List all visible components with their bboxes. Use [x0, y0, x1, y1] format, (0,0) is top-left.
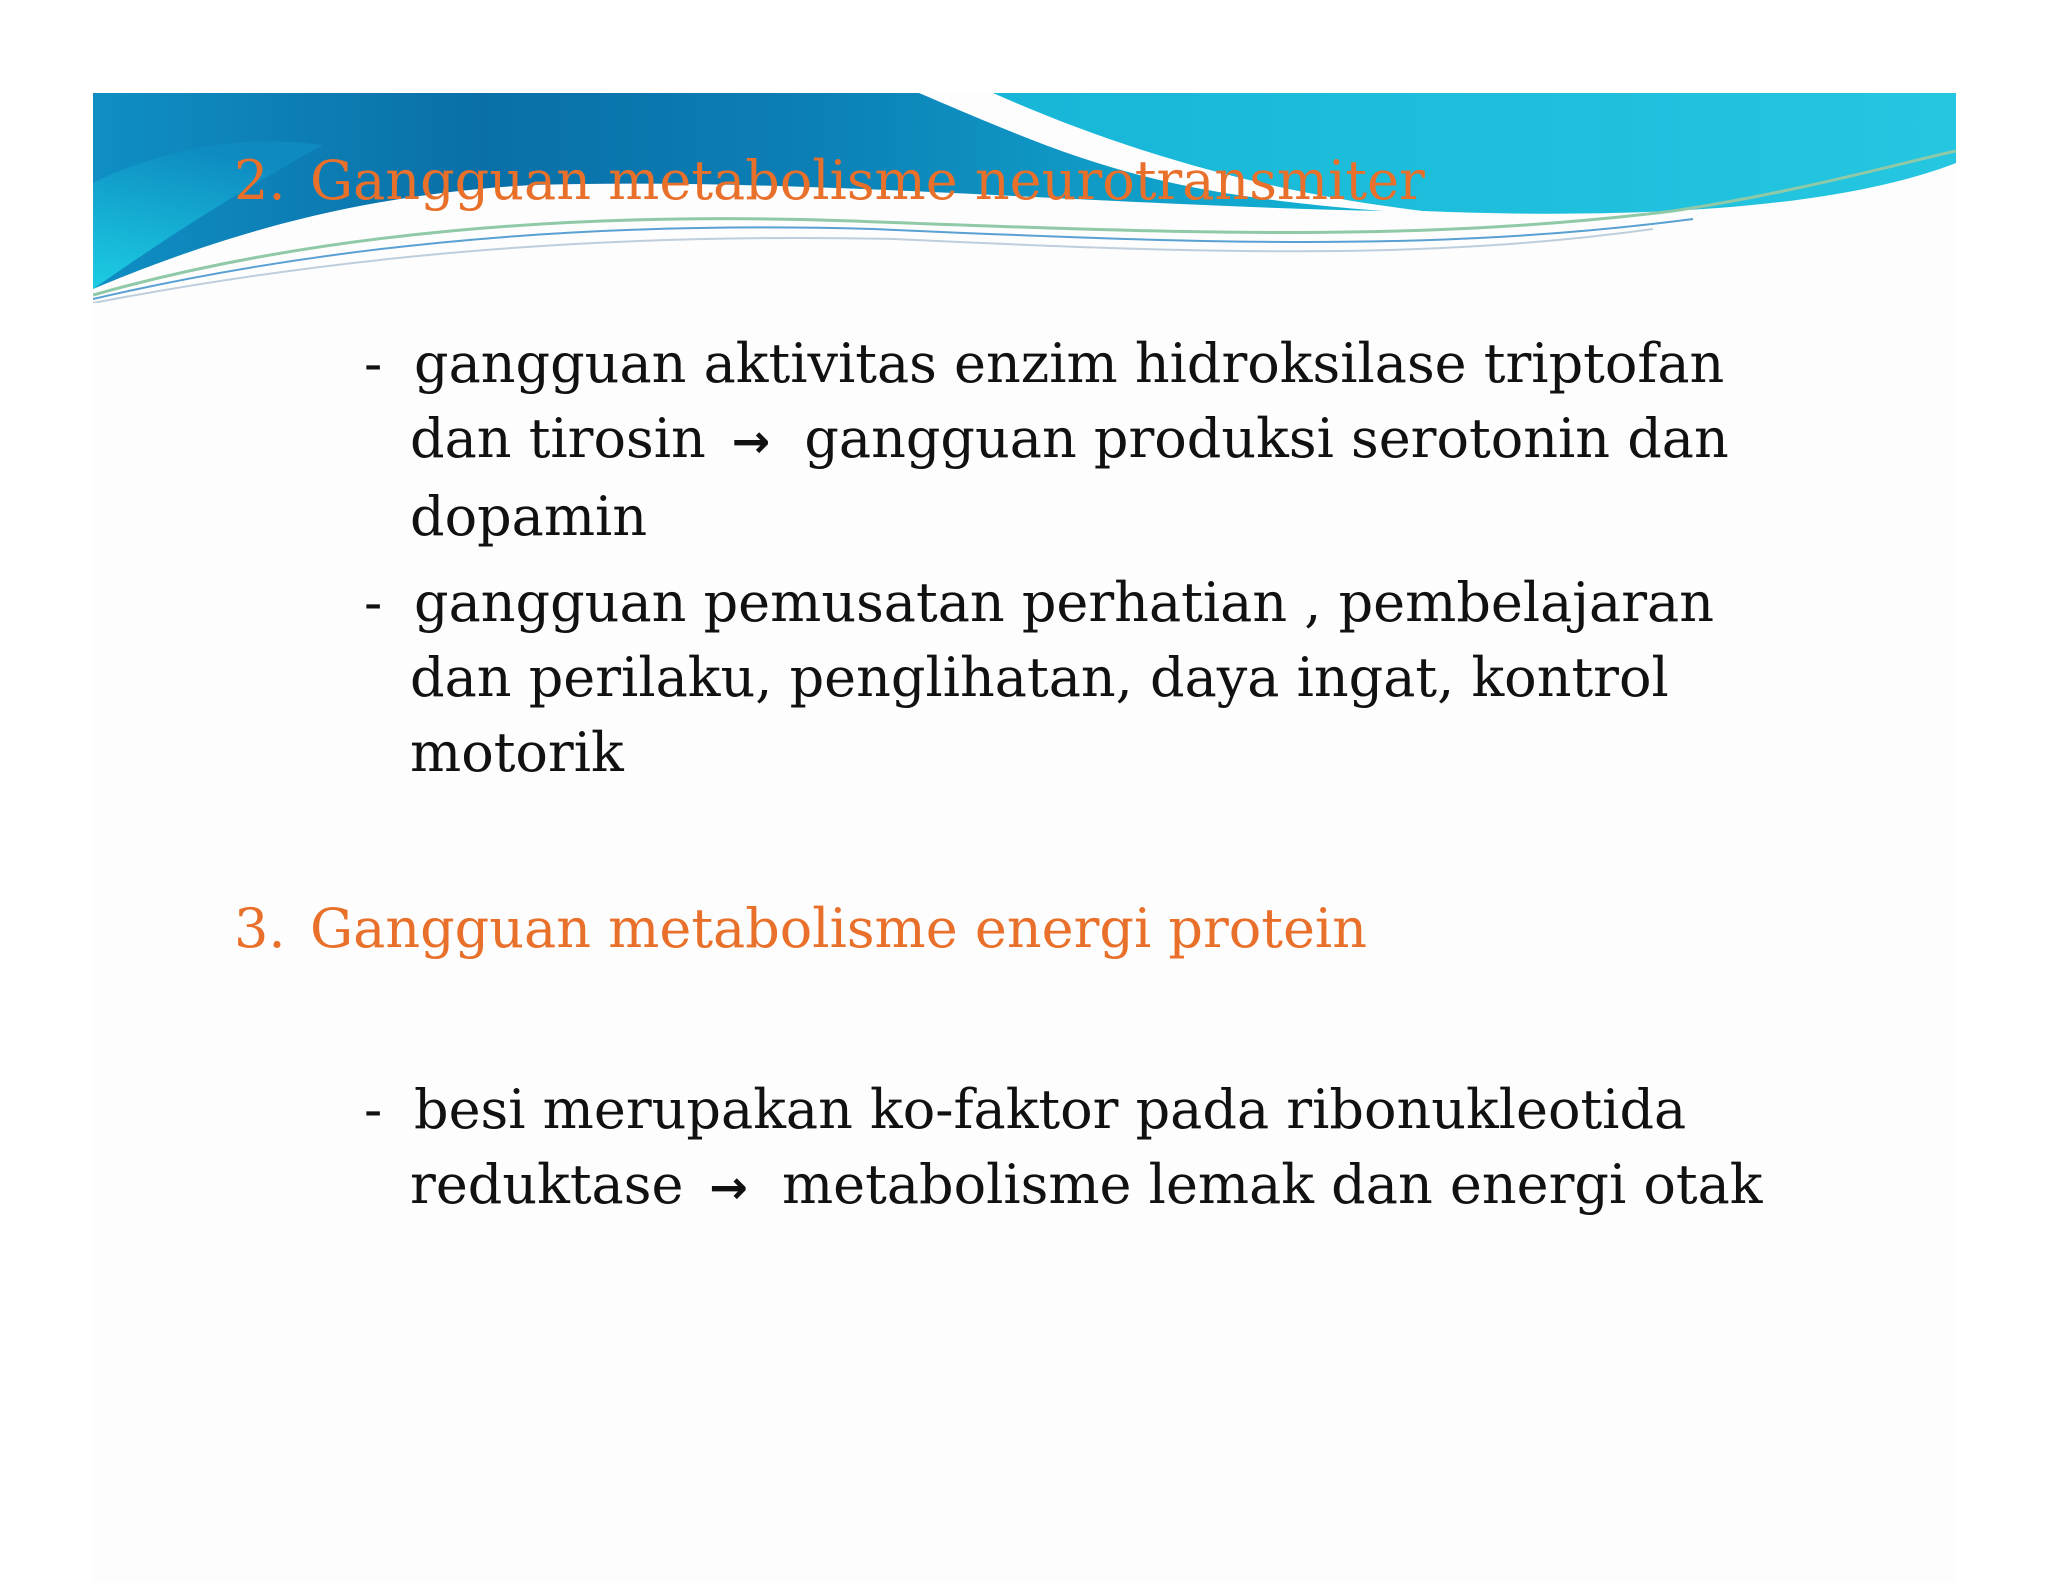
slide-background	[93, 93, 1956, 1582]
right-arrow-icon: →	[731, 414, 771, 468]
bullet-dash: -	[364, 332, 383, 395]
right-arrow-icon: →	[709, 1160, 748, 1214]
bullet-iron-cofactor	[364, 1072, 1763, 1225]
bullet-text: metabolisme lemak dan energi otak	[781, 1153, 1763, 1216]
bullet-line: gangguan aktivitas enzim hidroksilase triptofan	[414, 332, 1725, 395]
section-3-number: 3.	[234, 897, 286, 960]
bullet-line: gangguan pemusatan perhatian , pembelajaran	[414, 571, 1715, 634]
section-3-title: Gangguan metabolisme energi protein	[310, 897, 1367, 960]
section-2-number: 2.	[234, 149, 286, 212]
bullet-dash: -	[364, 571, 383, 634]
bullet-text: dan tirosin	[410, 407, 706, 470]
bullet-enzyme-activity	[364, 326, 1729, 554]
section-3-heading	[234, 896, 1367, 962]
section-2-heading	[234, 148, 1425, 214]
bullet-line	[364, 401, 1729, 479]
bullet-text: reduktase	[410, 1153, 684, 1216]
bullet-attention-learning	[364, 565, 1714, 790]
bullet-text: gangguan produksi serotonin dan	[804, 407, 1729, 470]
bullet-line	[364, 1147, 1763, 1225]
bullet-line: besi merupakan ko-faktor pada ribonukleotida	[414, 1078, 1687, 1141]
bullet-line: dopamin	[410, 485, 648, 548]
bullet-dash: -	[364, 1078, 383, 1141]
bullet-line: dan perilaku, penglihatan, daya ingat, kontrol	[410, 646, 1669, 709]
bullet-line: motorik	[410, 721, 624, 784]
section-2-title: Gangguan metabolisme neurotransmiter	[310, 149, 1425, 212]
